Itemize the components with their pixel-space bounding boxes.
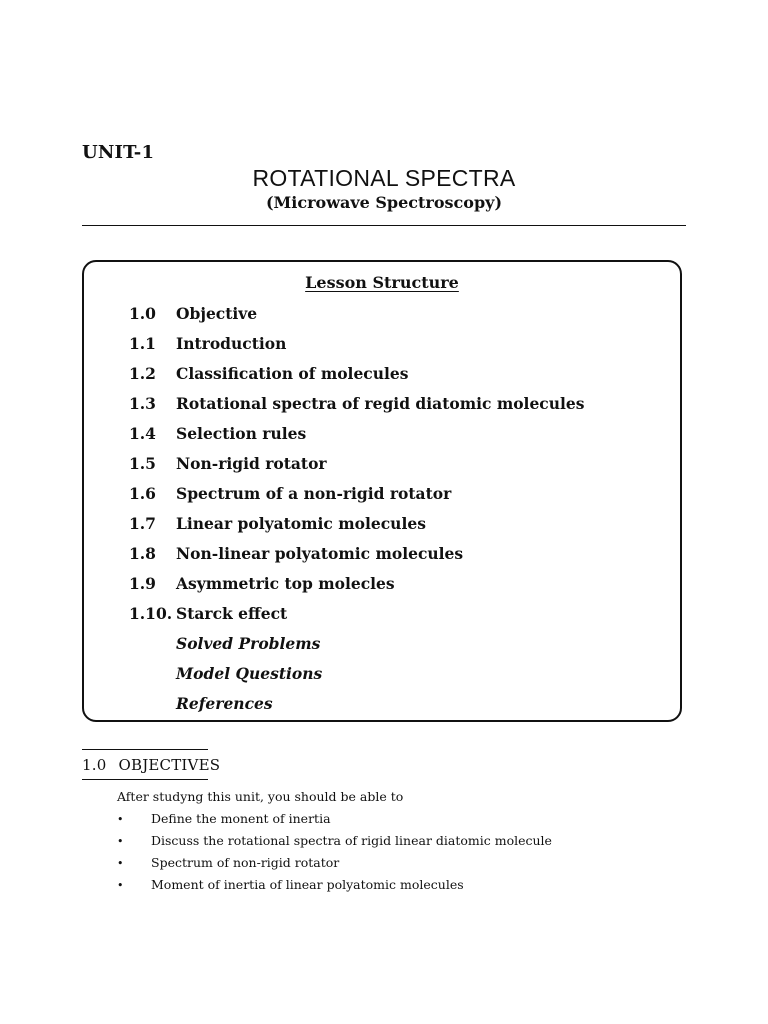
toc-item: 1.7 Linear polyatomic molecules — [129, 514, 426, 533]
toc-extra-references: References — [176, 694, 273, 713]
bullet-icon: • — [117, 879, 124, 892]
toc-item: 1.3 Rotational spectra of regid diatomic molecules — [129, 394, 585, 413]
objectives-top-rule — [82, 749, 208, 750]
toc-item: 1.10. Starck effect — [129, 604, 288, 623]
objectives-list — [117, 810, 552, 898]
objective-item: • Discuss the rotational spectra of rigid linear diatomic molecule — [117, 832, 552, 854]
objectives-section-number: 1.0 — [82, 756, 107, 774]
unit-label: UNIT-1 — [82, 142, 155, 163]
bullet-icon: • — [117, 813, 124, 826]
toc-item: 1.0 Objective — [129, 304, 258, 323]
page-subtitle: (Microwave Spectroscopy) — [265, 193, 503, 212]
toc-item: 1.2 Classification of molecules — [129, 364, 409, 383]
objective-item: • Define the monent of inertia — [117, 810, 552, 832]
page-title: ROTATIONAL SPECTRA — [252, 165, 516, 191]
toc-item: 1.8 Non-linear polyatomic molecules — [129, 544, 464, 563]
toc-item: 1.1 Introduction — [129, 334, 287, 353]
lesson-structure-heading: Lesson Structure — [305, 273, 459, 292]
lesson-structure-list — [129, 303, 585, 723]
bullet-icon: • — [117, 835, 124, 848]
objective-item: • Spectrum of non-rigid rotator — [117, 854, 552, 876]
objective-item: • Moment of inertia of linear polyatomic molecules — [117, 876, 552, 898]
toc-extra-model-questions: Model Questions — [176, 664, 323, 683]
toc-extra-solved-problems: Solved Problems — [176, 634, 321, 653]
objectives-intro: After studyng this unit, you should be able to — [117, 789, 404, 804]
toc-item: 1.4 Selection rules — [129, 424, 307, 443]
toc-item: 1.6 Spectrum of a non-rigid rotator — [129, 484, 452, 503]
toc-item: 1.5 Non-rigid rotator — [129, 454, 327, 473]
bullet-icon: • — [117, 857, 124, 870]
lesson-structure-box — [82, 260, 682, 722]
objectives-heading — [82, 756, 220, 774]
objectives-underline — [82, 779, 208, 780]
toc-item: 1.9 Asymmetric top molecles — [129, 574, 395, 593]
objectives-section-title: OBJECTIVES — [118, 756, 221, 774]
title-divider — [82, 225, 686, 226]
